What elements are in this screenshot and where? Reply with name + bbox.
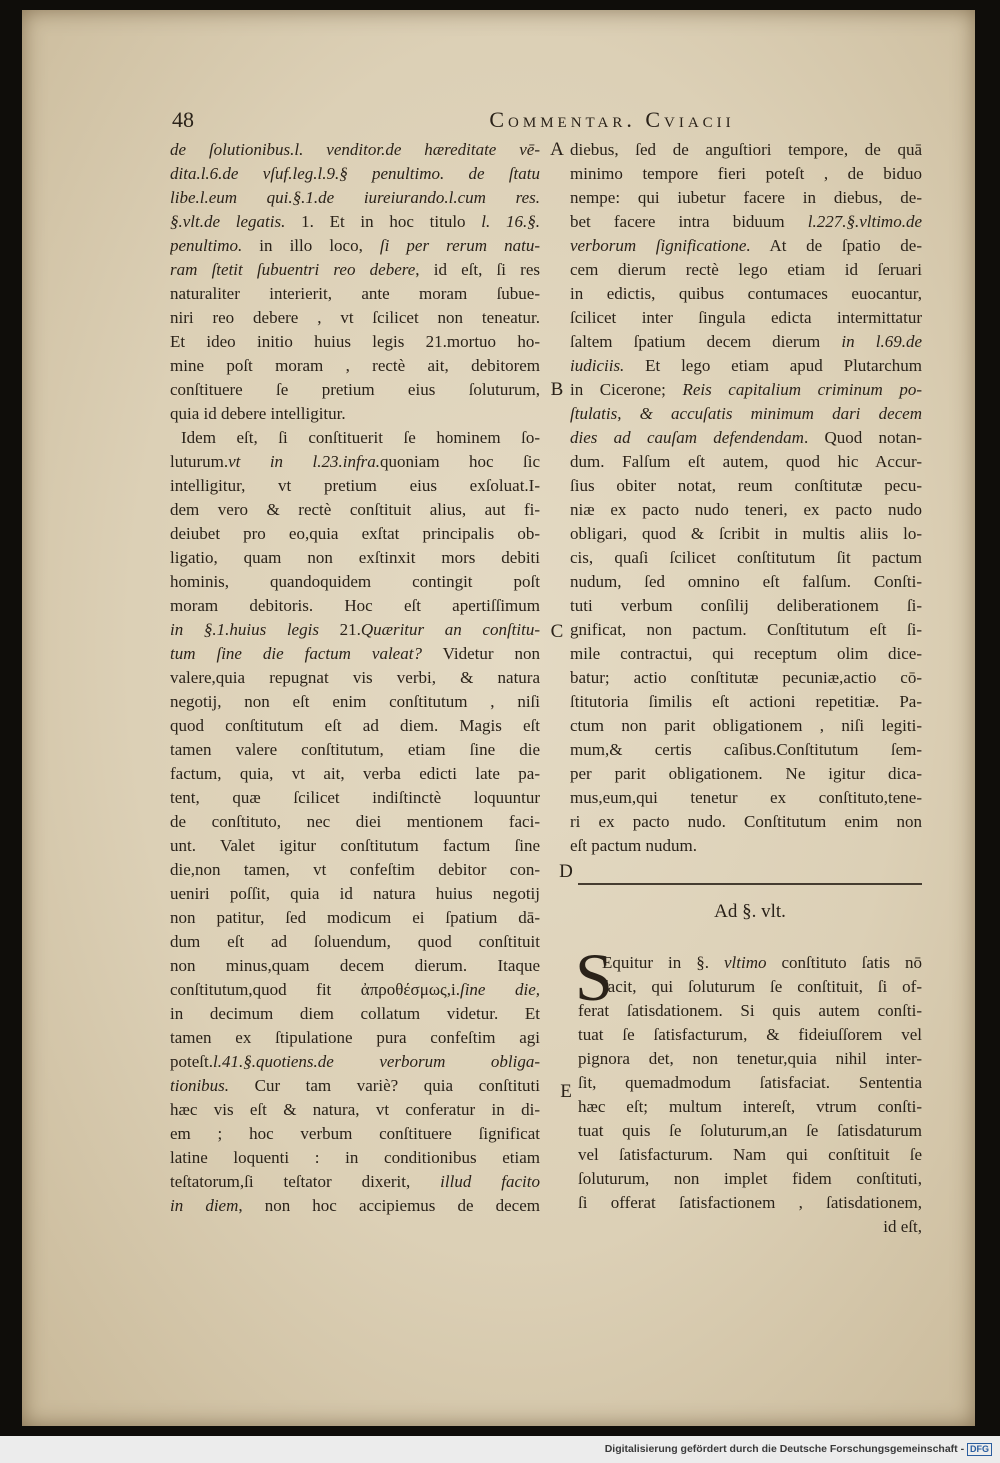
text-run: pignora det, non tenetur,quia nihil inter- [578,1049,922,1068]
text-run: vel ſatisfacturum. Nam qui conſtituit ſe [578,1145,922,1164]
text-line [170,282,540,306]
text-run: ferat ſatisdationem. Si quis autem conſti- [578,1001,922,1020]
text-run: ſius obiter notat, reum conſtitutæ pecu- [570,476,922,495]
text-line [170,1146,540,1170]
text-line [578,1023,922,1047]
text-line [578,1215,922,1239]
text-run: naturaliter interierit, ante moram ſubue- [170,284,540,303]
text-run: poteſt. [170,1052,213,1071]
text-line [570,450,922,474]
section-divider-rule [578,883,922,885]
drop-cap: S [575,939,613,1015]
text-line [578,975,922,999]
text-line [170,546,540,570]
text-line [570,210,922,234]
text-run: 1. Et in hoc titulo [285,212,482,231]
text-line [170,306,540,330]
text-line [570,738,922,762]
text-line [578,999,922,1023]
text-line [170,1002,540,1026]
italic-text-run: dita.l.6.de vſuf.leg.l.9.§ penultimo. de ſtatu [170,164,540,183]
running-head: Commentar. Cviacii [489,107,735,132]
text-run: tamen valere conſtitutum, etiam ſine die [170,740,540,759]
text-line [170,594,540,618]
text-run: id eſt, [883,1217,922,1236]
text-line [170,186,540,210]
text-line [170,858,540,882]
text-line [570,498,922,522]
section-column [578,951,922,1239]
text-line [170,930,540,954]
italic-text-run: vt in l.23.infra. [228,452,381,471]
text-run: quia id debere intelligitur. [170,404,346,423]
text-run: die,non tamen, vt confeſtim debitor con- [170,860,540,879]
text-run: Videtur non [421,644,540,663]
text-line [170,234,540,258]
text-run: valere,quia repugnat vis verbi, & natura [170,668,540,687]
left-column [170,138,540,1218]
text-line [170,1098,540,1122]
text-run: factum, quia, vt ait, verba edicti late pa- [170,764,540,783]
text-run: ſaltem ſpatium decem dierum [570,332,842,351]
italic-text-run: ſine die, [459,980,540,999]
text-line [578,951,922,975]
text-line [570,546,922,570]
italic-text-run: l.227.§.vltimo.de [807,212,922,231]
text-line [570,474,922,498]
text-run: Equitur in §. [602,953,724,972]
text-run: eſt pactum nudum. [570,836,698,855]
text-run: ſi offerat ſatisfactionem , ſatisdationem, [578,1193,922,1212]
text-line [170,498,540,522]
text-run: mine poſt moram , rectè ait, debitorem [170,356,540,375]
text-line [170,258,540,282]
italic-text-run: in l.69.de [841,332,922,351]
text-run: quod conſtitutum eſt ad diem. Magis eſt [170,716,540,735]
text-run: tuti verbum conſilij deliberationem ſi- [570,596,922,615]
text-run: hominis, quandoquidem contingit poſt [170,572,540,591]
text-run: deiubet pro eo,quia exſtat principalis ob- [170,524,540,543]
text-line [170,1194,540,1218]
margin-letter-e: E [560,1081,572,1102]
text-line [578,1191,922,1215]
text-run: ueniri poſſit, quia id natura huius negotij [170,884,540,903]
italic-text-run: de ſolutionibus.l. venditor.de hæreditate vē- [170,140,540,159]
italic-text-run: l. 16.§. [481,212,540,231]
italic-text-run: illud facito [440,1172,540,1191]
text-run: intelligitur, vt pretium eius exſoluat.I- [170,476,540,495]
text-line [170,1122,540,1146]
text-run: moram debitoris. Hoc eſt apertiſſimum [170,596,540,615]
text-run: minimo tempore fieri poteſt , de biduo [570,164,922,183]
text-line [170,690,540,714]
text-run: luturum. [170,452,229,471]
text-line [570,306,922,330]
text-line [170,738,540,762]
text-line [570,234,922,258]
text-line [170,1170,540,1194]
text-line [170,906,540,930]
text-run: hæc eſt; multum intereſt, vtrum conſti- [578,1097,922,1116]
text-run: batur; actio conſtitutæ pecuniæ,actio cō- [570,668,922,687]
text-line [570,786,922,810]
text-run: non patitur, ſed modicum ei ſpatium dā- [170,908,540,927]
text-run: At de ſpatio de- [750,236,922,255]
text-run: in decimum diem collatum videtur. Et [170,1004,540,1023]
text-run: Et lego etiam apud Plutarchum [624,356,922,375]
text-line [170,882,540,906]
text-line [170,618,540,642]
italic-text-run: Quæritur an conſtitu- [360,620,540,639]
text-line [170,642,540,666]
text-run: de conſtituto, nec diei mentionem faci- [170,812,540,831]
italic-text-run: in §.1.huius legis [170,620,319,639]
italic-text-run: vltimo [723,953,767,972]
text-line [170,810,540,834]
text-run: cis, quaſi ſcilicet conſtitutum ſit pactum [570,548,922,567]
margin-letter-c: C [550,621,564,642]
text-line [570,762,922,786]
text-line [170,378,540,402]
text-run: per parit obligationem. Ne igitur dica- [570,764,922,783]
text-run: teſtatorum,ſi teſtator dixerit, [170,1172,441,1191]
text-run: latine loquenti : in conditionibus etiam [170,1148,540,1167]
text-run: diebus, ſed de anguſtiori tempore, de quā [570,140,922,159]
text-line [570,570,922,594]
text-line [170,1026,540,1050]
text-run: 21. [318,620,361,639]
margin-letter-d: D [559,861,573,882]
text-run: Et ideo initio huius legis 21.mortuo ho- [170,332,540,351]
text-run: niæ ex pacto nudo teneri, ex pacto nudo [570,500,922,519]
text-line [170,1050,540,1074]
margin-letter-b: B [550,379,564,400]
text-run: unt. Valet igitur conſtitutum factum ſine [170,836,540,855]
text-run: mum,& certis caſibus.Conſtitutum ſem- [570,740,922,759]
italic-text-run: penultimo. [170,236,243,255]
italic-text-run: l.41.§.quotiens.de verborum obliga- [212,1052,540,1071]
text-run: non minus,quam decem dierum. Itaque [170,956,540,975]
text-line [170,762,540,786]
text-run: ſit, quemadmodum ſatisfaciat. Sententia [578,1073,922,1092]
footer-bar [0,1436,1000,1463]
text-line [170,450,540,474]
text-line [170,402,540,426]
text-line [578,1095,922,1119]
text-run: in Cicerone; [570,380,683,399]
text-line [570,618,922,642]
text-run: mile contractui, qui receptum olim dice- [570,644,922,663]
text-run: tent, quæ ſcilicet indiſtinctè loquuntur [170,788,540,807]
text-run: . Quod notan- [803,428,922,447]
text-line [170,162,540,186]
text-run: tuat ſe ſatisfacturum, & fideiuſſorem vel [578,1025,922,1044]
text-line [570,378,922,402]
text-run: hæc vis eſt & natura, vt conferatur in di- [170,1100,540,1119]
text-run: negotij, non eſt enim conſtitutum , niſi [170,692,540,711]
text-line [170,834,540,858]
text-run: dum eſt ad ſoluendum, quod conſtituit [170,932,540,951]
text-run: conſtituere ſe pretium eius ſoluturum, [170,380,540,399]
text-line [170,210,540,234]
text-line [570,138,922,162]
text-run: dem vero & rectè conſtituit alius, aut fi- [170,500,540,519]
text-line [170,474,540,498]
text-line [570,282,922,306]
text-run: gnificat, non pactum. Conſtitutum eſt ſi- [570,620,922,639]
text-line [170,570,540,594]
text-run: bet facere intra biduum [570,212,808,231]
text-run: ſtitutoria ſimilis eſt actioni repetitiæ. Pa- [570,692,922,711]
text-line [578,1047,922,1071]
italic-text-run: tionibus. [170,1076,230,1095]
text-run: conſtitutum,quod fit ἀπροθέσμως,i. [170,980,460,999]
text-run: , non hoc accipiemus de decem [238,1196,540,1215]
text-run: in illo loco, [242,236,380,255]
text-line [570,354,922,378]
text-line [578,1167,922,1191]
text-run: niri reo debere , vt ſcilicet non teneatur. [170,308,540,327]
italic-text-run: libe.l.eum qui.§.1.de iureiurando.l.cum res. [170,188,540,207]
text-line [170,714,540,738]
text-line [578,1119,922,1143]
text-line [170,330,540,354]
text-run: in edictis, quibus contumaces euocantur, [570,284,922,303]
text-run: ctum non parit obligationem , niſi legiti- [570,716,922,735]
text-line [570,186,922,210]
italic-text-run: ſtulatis, & accuſatis minimum dari decem [570,404,922,423]
italic-text-run: §.vlt.de legatis. [170,212,286,231]
italic-text-run: tum ſine die factum valeat? [170,644,422,663]
text-run: facit, qui ſoluturum ſe conſtituit, ſi of- [602,977,922,996]
text-line [570,330,922,354]
italic-text-run: dies ad cauſam defendendam [570,428,804,447]
text-run: dum. Falſum eſt autem, quod hic Accur- [570,452,922,471]
funding-notice: Digitalisierung gefördert durch die Deutsche Forschungsgemeinschaft - [604,1443,967,1455]
text-run: ri ex pacto nudo. Conſtitutum enim non [570,812,922,831]
page-number: 48 [172,107,194,132]
text-line [570,666,922,690]
text-line [570,714,922,738]
text-line [170,786,540,810]
text-run: cem dierum rectè lego etiam id ſeruari [570,260,922,279]
text-line [570,834,922,858]
text-run: nempe: qui iubetur facere in diebus, de- [570,188,922,207]
italic-text-run: verborum ſignificatione. [570,236,751,255]
text-run: Idem eſt, ſi conſtituerit ſe hominem ſo- [181,428,540,447]
text-line [170,954,540,978]
text-run: conſtituto ſatis nō [766,953,922,972]
text-run: ſcilicet inter ſingula edicta intermittatur [570,308,922,327]
scanned-book-page [22,10,975,1426]
text-line [570,690,922,714]
text-line [578,1071,922,1095]
text-line [170,978,540,1002]
text-line [170,1074,540,1098]
text-line [570,162,922,186]
text-run: , id eſt, ſi res [415,260,540,279]
text-line [170,522,540,546]
text-line [170,426,540,450]
text-line [570,426,922,450]
dfg-logo: DFG [967,1443,992,1456]
italic-text-run: ram ſtetit ſubuentri reo debere [170,260,416,279]
text-run: tuat quis ſe ſoluturum,an ſe ſatisdaturum [578,1121,922,1140]
text-line [170,138,540,162]
italic-text-run: ſi per rerum natu- [379,236,540,255]
text-run: obligari, quod & ſcribit in multis aliis lo- [570,524,922,543]
text-run: quoniam hoc ſic [380,452,540,471]
text-line [570,258,922,282]
italic-text-run: Reis capitalium criminum po- [682,380,922,399]
text-line [570,642,922,666]
italic-text-run: iudiciis. [570,356,625,375]
text-run: ligatio, quam non exſtinxit mors debiti [170,548,540,567]
text-line [170,354,540,378]
right-column [570,138,922,858]
text-line [570,594,922,618]
text-line [578,1143,922,1167]
text-run: em ; hoc verbum conſtituere ſignificat [170,1124,540,1143]
text-line [570,522,922,546]
text-run: mus,eum,qui tenetur ex conſtituto,tene- [570,788,922,807]
text-run: Cur tam variè? quia conſtituti [229,1076,540,1095]
text-run: tamen ex ſtipulatione pura confeſtim agi [170,1028,540,1047]
text-run: nudum, ſed omnino eſt falſum. Conſti- [570,572,922,591]
text-line [570,810,922,834]
italic-text-run: in diem [170,1196,239,1215]
section-heading: Ad §. vlt. [714,901,786,922]
text-line [570,402,922,426]
margin-letter-a: A [550,139,564,160]
text-run: ſoluturum, non implet fidem conſtituti, [578,1169,922,1188]
text-line [170,666,540,690]
